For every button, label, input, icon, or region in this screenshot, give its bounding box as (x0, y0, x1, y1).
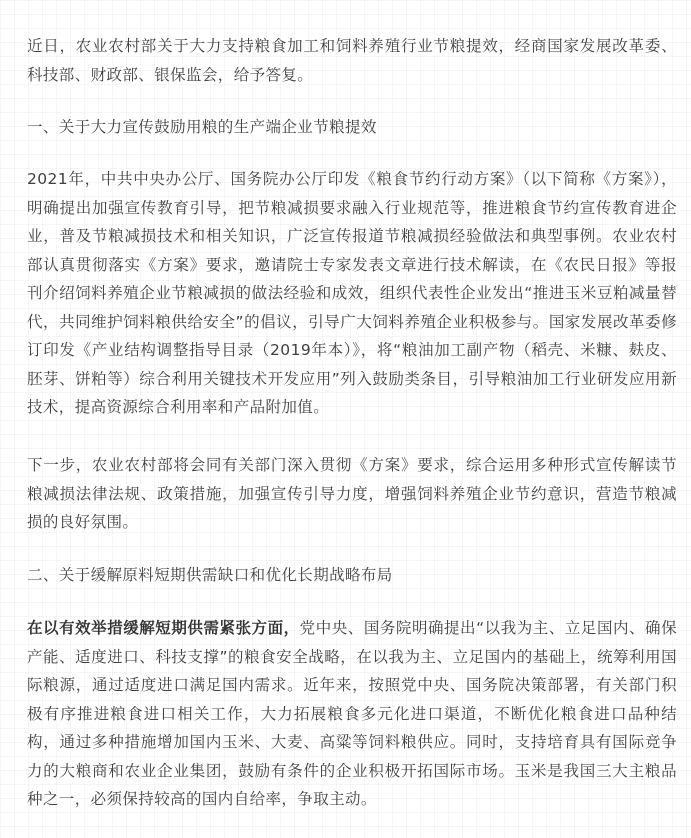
section2-paragraph-1 (27, 614, 677, 814)
section1-heading: 一、关于大力宣传鼓励用粮的生产端企业节粮提效 (27, 118, 377, 136)
section2-paragraph-1-lead: 在以有效举措缓解短期供需紧张方面， (27, 619, 300, 637)
section2-heading: 二、关于缓解原料短期供需缺口和优化长期战略布局 (27, 566, 393, 584)
section1-paragraph-1: 2021年，中共中央办公厅、国务院办公厅印发《粮食节约行动方案》（以下简称《方案》），明确提出加强宣传教育引导，把节粮减损要求融入行业规范等，推进粮食节约宣传教育进企业，普及节粮减损技术和相关知识，广泛宣传报道节粮减损经验做法和典型事例。农业农村部认真贯彻落实《方案》要求，邀请院士专家发表文章进行技术解读，在《农民日报》等报刊介绍饲料养殖企业节粮减损的做法经验和成效，组织代表性企业发出“推进玉米豆粕减量替代，共同维护饲料粮供给安全”的倡议，引导广大饲料养殖企业积极参与。国家发展改革委修订印发《产业结构调整指导目录（2019年本）》，将“粮油加工副产物（稻壳、米糠、麸皮、胚芽、饼粕等）综合利用关键技术开发应用”列入鼓励类条目，引导粮油加工行业研发应用新技术，提高资源综合利用率和产品附加值。 (27, 170, 677, 416)
intro-paragraph: 近日，农业农村部关于大力支持粮食加工和饲料养殖行业节粮提效，经商国家发展改革委、科技部、财政部、银保监会，给予答复。 (27, 37, 677, 84)
section2-paragraph-1-body: 党中央、国务院明确提出“以我为主、立足国内、确保产能、适度进口、科技支撑”的粮食安全战略，在以我为主、立足国内的基础上，统筹利用国际粮源，通过适度进口满足国内需求。近年来，按照党中央、国务院决策部署，有关部门积极有序推进粮食进口相关工作，大力拓展粮食多元化进口渠道，不断优化粮食进口品种结构，通过多种措施增加国内玉米、大麦、高粱等饲料粮供应。同时，支持培育具有国际竞争力的大粮商和农业企业集团，鼓励有条件的企业积极开拓国际市场。玉米是我国三大主粮品种之一，必须保持较高的国内自给率，争取主动。 (27, 619, 677, 808)
section1-paragraph-2: 下一步，农业农村部将会同有关部门深入贯彻《方案》要求，综合运用多种形式宣传解读节粮减损法律法规、政策措施，加强宣传引导力度，增强饲料养殖企业节约意识，营造节粮减损的良好氛围。 (27, 456, 677, 531)
